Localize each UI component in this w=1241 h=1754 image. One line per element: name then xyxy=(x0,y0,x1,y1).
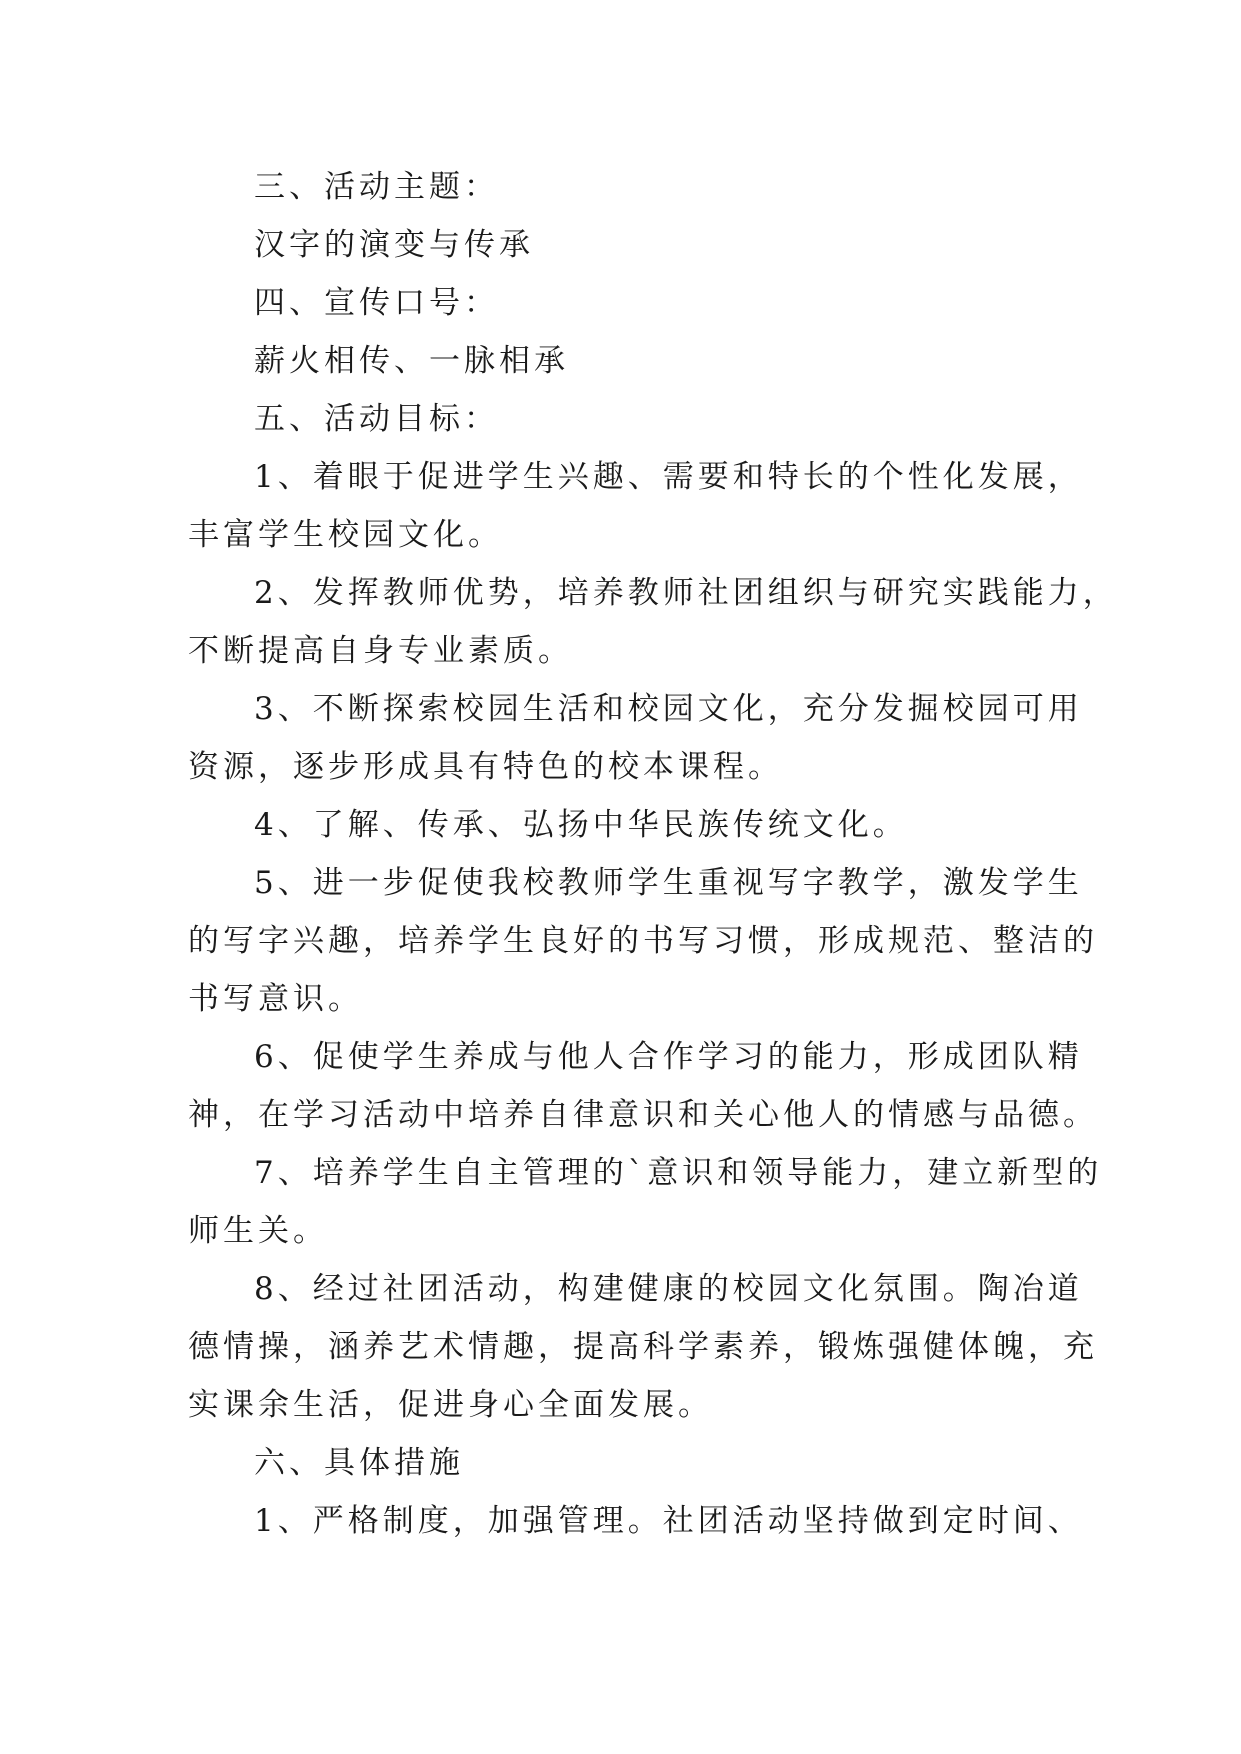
document-body xyxy=(188,158,1118,1550)
goal-1-line-1: 1、着眼于促进学生兴趣、需要和特长的个性化发展， xyxy=(254,459,1083,495)
section-heading-slogan: 四、宣传口号： xyxy=(254,285,499,321)
section-heading-goals: 五、活动目标： xyxy=(254,401,499,437)
goal-5-line-1: 5、进一步促使我校教师学生重视写字教学，激发学生 xyxy=(254,865,1083,901)
goal-7-line-2: 师生关。 xyxy=(188,1213,328,1249)
goal-5-line-3: 书写意识。 xyxy=(188,981,363,1017)
measure-1-line-1: 1、严格制度，加强管理。社团活动坚持做到定时间、 xyxy=(254,1503,1083,1539)
goal-2-line-1: 2、发挥教师优势，培养教师社团组织与研究实践能力， xyxy=(254,575,1118,611)
goal-8-line-1: 8、经过社团活动，构建健康的校园文化氛围。陶冶道 xyxy=(254,1271,1083,1307)
goal-1-line-2: 丰富学生校园文化。 xyxy=(188,517,503,553)
goal-3-line-2: 资源，逐步形成具有特色的校本课程。 xyxy=(188,749,783,785)
goal-6-line-2: 神，在学习活动中培养自律意识和关心他人的情感与品德。 xyxy=(188,1097,1098,1133)
goal-6-line-1: 6、促使学生养成与他人合作学习的能力，形成团队精 xyxy=(254,1039,1083,1075)
goal-8-line-2: 德情操，涵养艺术情趣，提高科学素养，锻炼强健体魄，充 xyxy=(188,1329,1098,1365)
goal-8-line-3: 实课余生活，促进身心全面发展。 xyxy=(188,1387,713,1423)
section-heading-measures: 六、具体措施 xyxy=(254,1445,464,1481)
theme-text: 汉字的演变与传承 xyxy=(254,227,534,263)
slogan-text: 薪火相传、一脉相承 xyxy=(254,343,569,379)
section-heading-theme: 三、活动主题： xyxy=(254,169,499,205)
goal-3-line-1: 3、不断探索校园生活和校园文化，充分发掘校园可用 xyxy=(254,691,1083,727)
goal-5-line-2: 的写字兴趣，培养学生良好的书写习惯，形成规范、整洁的 xyxy=(188,923,1098,959)
goal-7-line-1: 7、培养学生自主管理的`意识和领导能力，建立新型的 xyxy=(254,1155,1103,1191)
goal-2-line-2: 不断提高自身专业素质。 xyxy=(188,633,573,669)
goal-4-line-1: 4、了解、传承、弘扬中华民族传统文化。 xyxy=(254,807,908,843)
